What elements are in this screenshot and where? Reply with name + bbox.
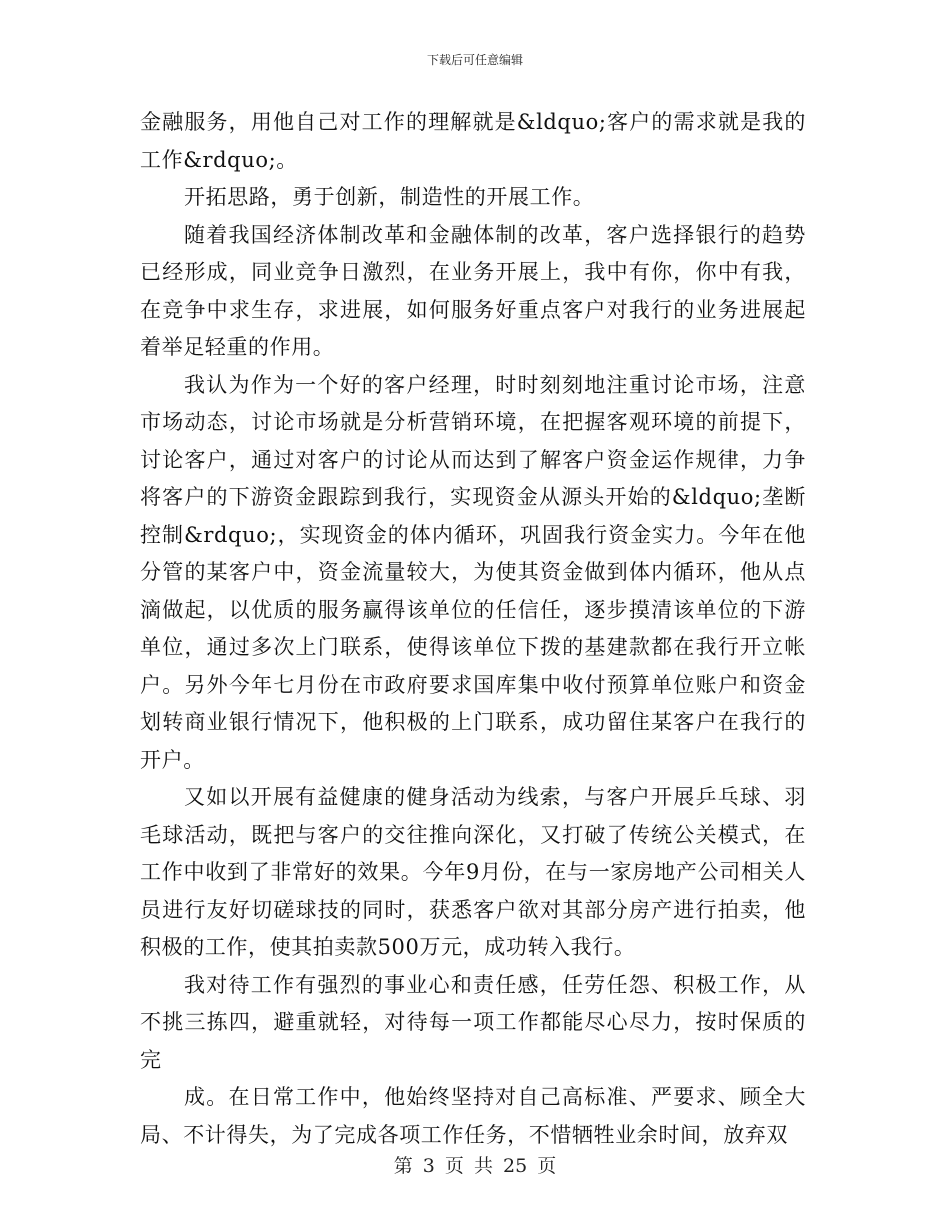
paragraph: 随着我国经济体制改革和金融体制的改革，客户选择银行的趋势已经形成，同业竞争日激烈，在业务开展上，我中有你，你中有我，在竞争中求生存，求进展，如何服务好重点客户对我行的业务进展起着举足轻重的作用。 <box>140 222 806 359</box>
paragraph: 成。在日常工作中，他始终坚持对自己高标准、严要求、顾全大局、不计得失，为了完成各项工作任务，不惜牺牲业余时间，放弃双 <box>140 1085 806 1147</box>
page-header: 下载后可任意编辑 <box>426 53 523 67</box>
paragraph: 开拓思路，勇于创新，制造性的开展工作。 <box>184 185 595 209</box>
document-body <box>140 104 806 1154</box>
paragraph: 我对待工作有强烈的事业心和责任感，任劳任怨、积极工作，从不挑三拣四，避重就轻，对待每一项工作都能尽心尽力，按时保质的完 <box>140 972 806 1072</box>
paragraph: 我认为作为一个好的客户经理，时时刻刻地注重讨论市场，注意市场动态，讨论市场就是分析营销环境，在把握客观环境的前提下，讨论客户，通过对客户的讨论从而达到了解客户资金运作规律，力争将客户的下游资金跟踪到我行，实现资金从源头开始的&ldquo;垄断控制&rdquo;，实现资金的体内循环，巩固我行资金实力。今年在他分管的某客户中，资金流量较大，为使其资金做到体内循环，他从点滴做起，以优质的服务赢得该单位的任信任，逐步摸清该单位的下游单位，通过多次上门联系，使得该单位下拨的基建款都在我行开立帐户。另外今年七月份在市政府要求国库集中收付预算单位账户和资金划转商业银行情况下，他积极的上门联系，成功留住某客户在我行的开户。 <box>140 372 806 772</box>
paragraph: 又如以开展有益健康的健身活动为线索，与客户开展乒乓球、羽毛球活动，既把与客户的交往推向深化，又打破了传统公关模式，在工作中收到了非常好的效果。今年9月份，在与一家房地产公司相关人员进行友好切磋球技的同时，获悉客户欲对其部分房产进行拍卖，他积极的工作，使其拍卖款500万元，成功转入我行。 <box>140 785 806 959</box>
paragraph: 金融服务，用他自己对工作的理解就是&ldquo;客户的需求就是我的工作&rdquo;。 <box>140 110 806 172</box>
page-footer: 第 3 页 共 25 页 <box>393 1155 557 1177</box>
